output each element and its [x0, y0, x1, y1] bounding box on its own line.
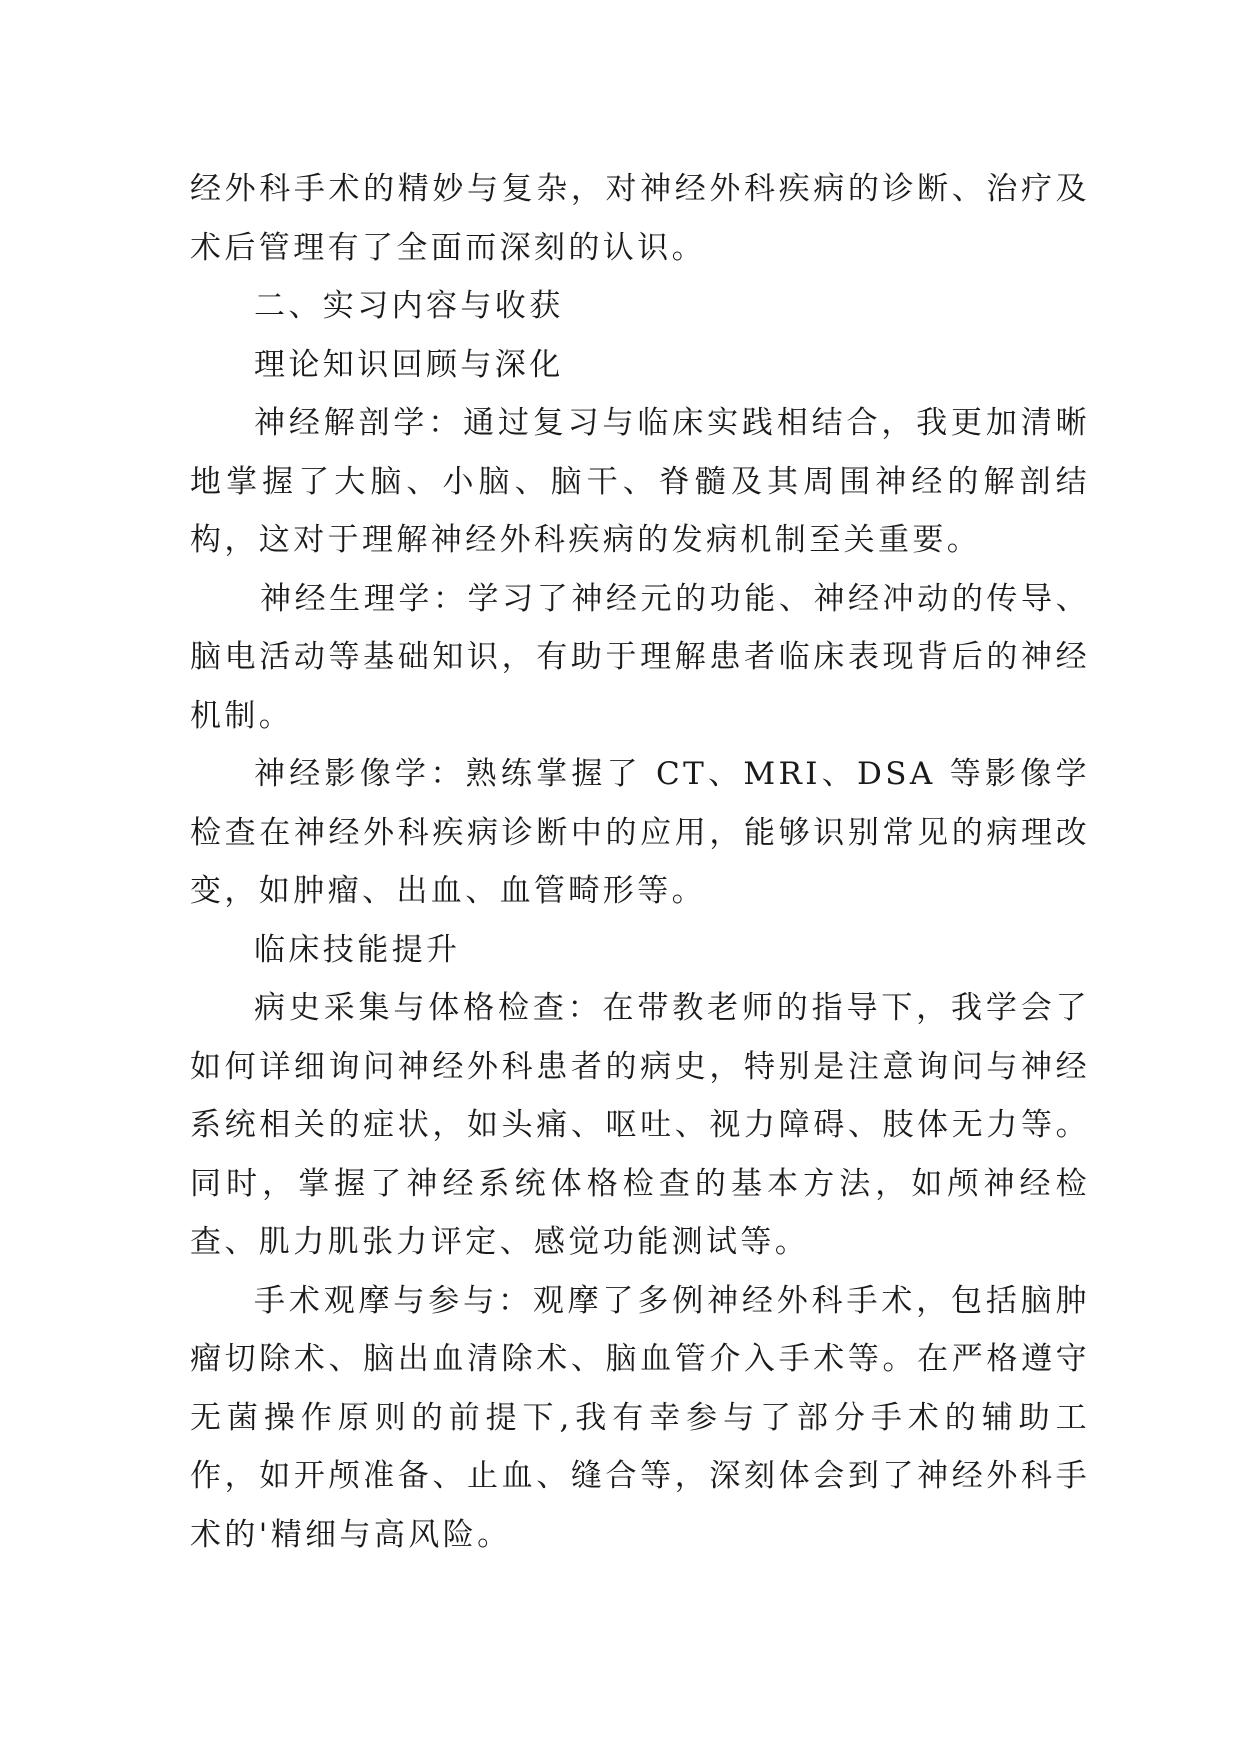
paragraph-continuation: 经外科手术的精妙与复杂，对神经外科疾病的诊断、治疗及术后管理有了全面而深刻的认识。 — [190, 171, 1090, 266]
paragraph-surgery: 手术观摩与参与：观摩了多例神经外科手术，包括脑肿瘤切除术、脑出血清除术、脑血管介入手术等。在严格遵守无菌操作原则的前提下,我有幸参与了部分手术的辅助工作，如开颅准备、止血、缝合等，深刻体会到了神经外科手术的'精细与高风险。 — [190, 1282, 1090, 1553]
section-heading: 二、实习内容与收获 — [254, 288, 564, 324]
paragraph-neurophysiology: 神经生理学：学习了神经元的功能、神经冲动的传导、脑电活动等基础知识，有助于理解患者临床表现背后的神经机制。 — [190, 580, 1090, 734]
document-body — [190, 160, 1090, 1564]
paragraph-neuroimaging: 神经影像学：熟练掌握了 CT、MRI、DSA 等影像学检查在神经外科疾病诊断中的应用，能够识别常见的病理改变，如肿瘤、出血、血管畸形等。 — [190, 756, 1090, 909]
subsection-heading-theory: 理论知识回顾与深化 — [254, 346, 564, 383]
paragraph-neuroanatomy: 神经解剖学：通过复习与临床实践相结合，我更加清晰地掌握了大脑、小脑、脑干、脊髓及其周围神经的解剖结构，这对于理解神经外科疾病的发病机制至关重要。 — [190, 405, 1090, 558]
paragraph-history-exam: 病史采集与体格检查：在带教老师的指导下，我学会了如何详细询问神经外科患者的病史，特别是注意询问与神经系统相关的症状，如头痛、呕吐、视力障碍、肢体无力等。同时，掌握了神经系统体格检查的基本方法，如颅神经检查、肌力肌张力评定、感觉功能测试等。 — [190, 990, 1090, 1260]
subsection-heading-clinical: 临床技能提升 — [254, 931, 461, 968]
